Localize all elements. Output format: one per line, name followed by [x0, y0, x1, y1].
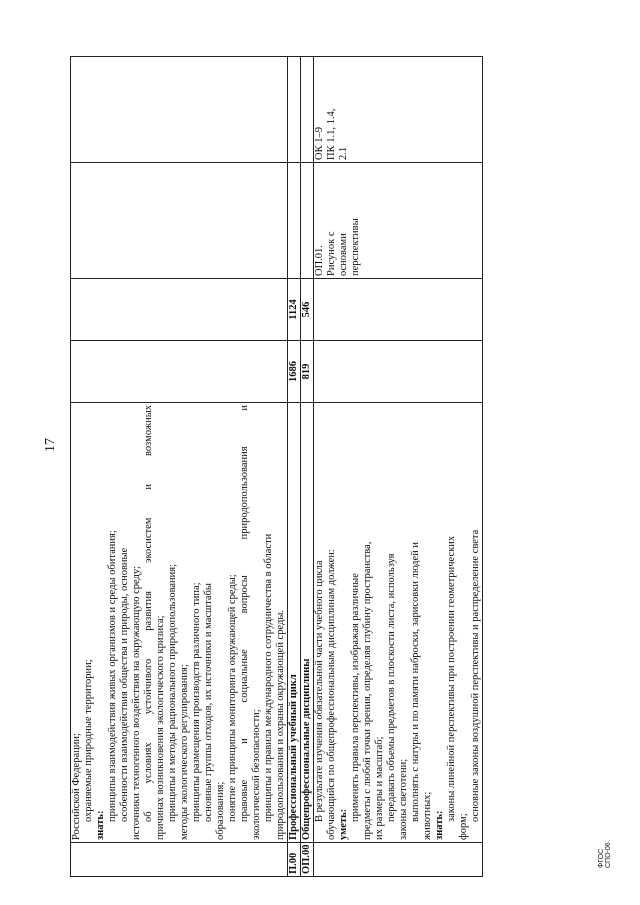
cell-index-code: П.00 — [288, 843, 301, 877]
competency-code-line: ОК 1–9 — [314, 127, 325, 160]
cell-content — [288, 403, 301, 843]
cell-discipline-reference — [71, 163, 288, 279]
rotated-table-container — [70, 57, 570, 877]
table-row — [288, 57, 301, 877]
cell-discipline-reference — [301, 163, 314, 279]
cell-content — [301, 403, 314, 843]
discipline-reference-line: перспективы — [350, 218, 361, 276]
content-line: обучающийся по общепрофессиональным дисциплинам должен: — [326, 549, 337, 840]
cell-competency-codes — [288, 57, 301, 163]
content-line: законы светотени; — [398, 758, 409, 840]
cell-discipline-reference — [314, 163, 483, 279]
content-line: природопользования и охраны окружающей среды. — [275, 609, 286, 840]
competency-code-line: ПК 1.1, 1.4, — [326, 108, 337, 160]
footer-standard-label: ФГОС СПО-06 — [598, 842, 612, 868]
content-line: принципы взаимодействия живых организмов и среды обитания; — [107, 530, 118, 822]
content-line: образования; — [215, 781, 226, 840]
competency-code-line: 2.1 — [338, 146, 349, 160]
discipline-reference-line: основами — [338, 233, 349, 276]
cell-content — [71, 403, 288, 843]
cell-content — [314, 403, 483, 843]
content-line: законы линейной перспективы при построении геометрических — [446, 535, 457, 822]
cell-required-hours — [314, 279, 483, 341]
cell-max-hours: 1686 — [288, 341, 301, 403]
content-line: знать: — [434, 810, 445, 840]
content-line: понятие и принципы мониторинга окружающей среды; — [227, 574, 238, 822]
discipline-reference-line: Рисунок с — [326, 231, 337, 276]
content-line: экологической безопасности; — [251, 709, 262, 840]
discipline-reference-line: ОП.01. — [314, 245, 325, 276]
content-line: животных; — [422, 791, 433, 840]
content-line: В результате изучения обязательной части учебного цикла — [314, 560, 325, 822]
cell-index-code — [71, 843, 288, 877]
cell-discipline-reference — [288, 163, 301, 279]
content-line: основные законы воздушной перспективы и распределение света — [470, 529, 481, 822]
content-line: принципы и правила международного сотрудничества в области — [263, 533, 274, 822]
content-line: правовые и социальные вопросы природопользования и — [239, 405, 250, 822]
content-line: выполнять с натуры и по памяти наброски, зарисовки людей и — [410, 541, 421, 822]
content-line: основные группы отходов, их источники и масштабы — [203, 583, 214, 822]
content-line: передавать объемы предметов в плоскости листа, используя — [386, 553, 397, 822]
curriculum-table — [70, 56, 483, 877]
table-row — [301, 57, 314, 877]
cell-max-hours — [314, 341, 483, 403]
content-line: их размеры и масштаб; — [374, 736, 385, 840]
cell-max-hours: 819 — [301, 341, 314, 403]
page-number: 17 — [43, 438, 58, 452]
cell-max-hours — [71, 341, 288, 403]
cell-required-hours: 546 — [301, 279, 314, 341]
content-line: источники техногенного воздействия на окружающую среду; — [131, 566, 142, 840]
content-line: предметы с любой точки зрения, определяя глубину пространства, — [362, 541, 373, 840]
table-row — [314, 57, 483, 877]
cell-required-hours — [71, 279, 288, 341]
cell-required-hours: 1124 — [288, 279, 301, 341]
content-line: особенности взаимодействия общества и природы, основные — [119, 547, 130, 822]
content-line: форм; — [458, 813, 469, 840]
content-line: уметь: — [338, 808, 349, 840]
curriculum-table-body — [71, 57, 483, 877]
content-line: знать: — [95, 810, 106, 840]
content-line: Профессиональный учебный цикл — [288, 674, 299, 840]
content-line: принципы и методы рационального природопользования; — [167, 563, 178, 822]
content-line: методы экологического регулирования; — [179, 664, 190, 840]
cell-index-code: ОП.00 — [301, 843, 314, 877]
content-line: охраняемые природные территории; — [83, 659, 94, 822]
table-row — [71, 57, 288, 877]
content-line: Общепрофессиональные дисциплины — [301, 658, 312, 840]
content-line: применять правила перспективы, изображая различные — [350, 573, 361, 822]
cell-competency-codes — [314, 57, 483, 163]
content-line: об условиях устойчивого развития экосистем и возможных — [143, 405, 154, 822]
cell-index-code — [314, 843, 483, 877]
cell-competency-codes — [301, 57, 314, 163]
content-line: принципы размещения производств различного типа; — [191, 582, 202, 822]
content-line: Российской Федерации; — [71, 733, 82, 840]
cell-competency-codes — [71, 57, 288, 163]
content-line: причинах возникновения экологического кризиса; — [155, 615, 166, 840]
